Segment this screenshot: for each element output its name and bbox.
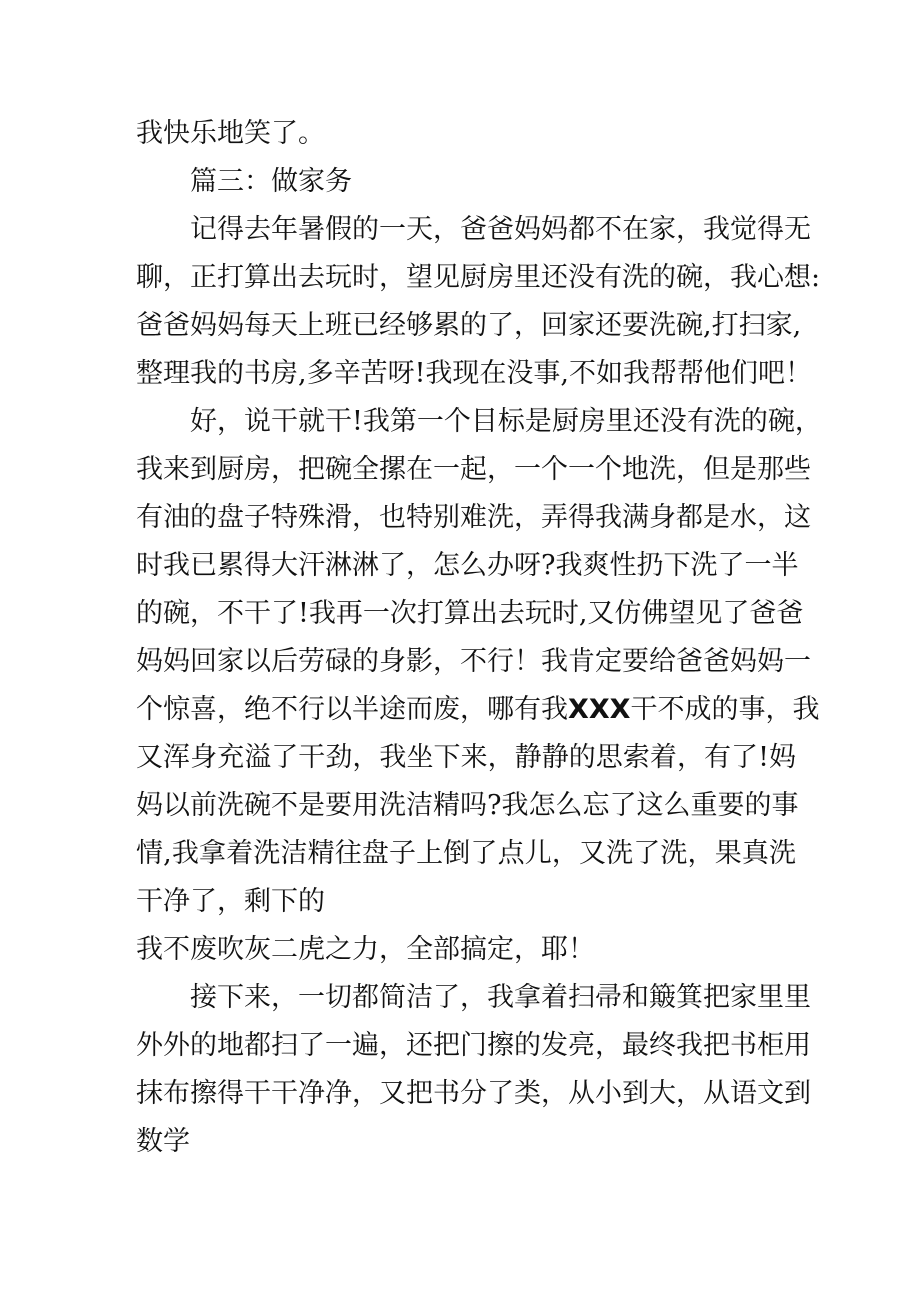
- text-line: 妈妈回家以后劳碌的身影，不行！我肯定要给爸爸妈妈一: [136, 646, 811, 677]
- text-line: 时我已累得大汗淋淋了，怎么办呀?我爽性扔下洗了一半: [136, 550, 799, 581]
- text-line: 聊，正打算出去玩时，望见厨房里还没有洗的碗，我心想:: [136, 262, 821, 293]
- text-line: 爸爸妈妈每天上班已经够累的了，回家还要洗碗,打扫家,: [136, 310, 802, 341]
- text-line: 抹布擦得干干净净，又把书分了类，从小到大，从语文到: [136, 1078, 811, 1109]
- text-line: 整理我的书房,多辛苦呀!我现在没事,不如我帮帮他们吧！: [136, 358, 813, 389]
- text-line: 我来到厨房，把碗全摞在一起，一个一个地洗，但是那些: [136, 454, 811, 485]
- text-line: 有油的盘子特殊滑，也特别难洗，弄得我满身都是水，这: [136, 502, 811, 533]
- section-heading: 篇三：做家务: [190, 166, 352, 197]
- text-line: 又浑身充溢了干劲，我坐下来，静静的思索着，有了!妈: [136, 742, 796, 773]
- text-line: 数学: [136, 1126, 190, 1157]
- text-line: 干净了，剩下的: [136, 886, 325, 917]
- text-line: 外外的地都扫了一遍，还把门擦的发亮，最终我把书柜用: [136, 1030, 811, 1061]
- text-line: 好，说干就干!我第一个目标是厨房里还没有洗的碗，: [190, 406, 822, 437]
- text-line: 情,我拿着洗洁精往盘子上倒了点儿，又洗了洗，果真洗: [136, 838, 796, 869]
- text-line: 妈以前洗碗不是要用洗洁精吗?我怎么忘了这么重要的事: [136, 790, 799, 821]
- text-line: 记得去年暑假的一天，爸爸妈妈都不在家，我觉得无: [190, 214, 811, 245]
- text-line: 的碗，不干了!我再一次打算出去玩时,又仿佛望见了爸爸: [136, 598, 804, 629]
- text-line: 我不废吹灰二虎之力，全部搞定，耶！: [136, 934, 595, 965]
- text-segment: 干不成的事，我: [630, 694, 820, 725]
- text-line: 接下来，一切都简洁了，我拿着扫帚和簸箕把家里里: [190, 982, 811, 1013]
- redacted-name: XXX: [568, 694, 631, 725]
- text-segment: 个惊喜，绝不行以半途而废，哪有我: [136, 694, 568, 725]
- text-line: 我快乐地笑了。: [136, 118, 325, 149]
- text-line-with-name: [136, 692, 820, 728]
